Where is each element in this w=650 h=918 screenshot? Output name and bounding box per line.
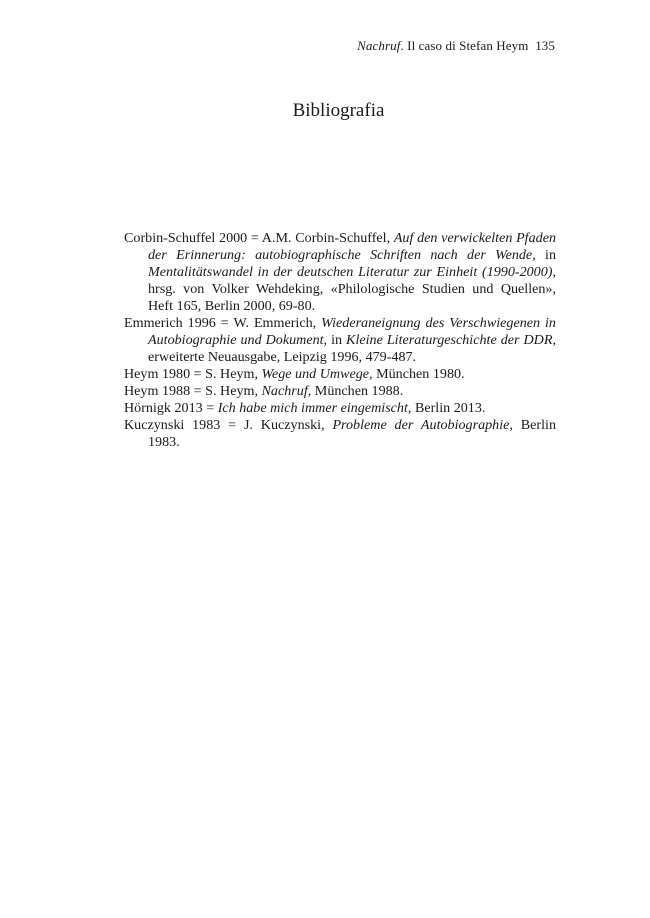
page-number: 135 — [535, 38, 555, 53]
entry-author: Heym 1980 = S. Heym, — [124, 366, 262, 382]
entry-author: Heym 1988 = S. Heym, — [124, 383, 262, 399]
entry-title: Auf den verwickelten Pfaden der Erinnerung: autobiographische Schriften nach der Wende — [148, 230, 556, 263]
entry-author: Kuczynski 1983 = J. Kuczynski, — [124, 417, 333, 433]
bibliography-entry — [124, 383, 556, 400]
entry-publication: , München 1988. — [307, 383, 404, 399]
running-head-title-italic: Nachruf — [357, 38, 401, 53]
bibliography-entry — [124, 366, 556, 383]
entry-container-title: Kleine Literaturgeschichte der DDR — [346, 332, 553, 348]
entry-connector: , in — [323, 332, 347, 348]
entry-title: Probleme der Autobiographie — [332, 417, 510, 433]
entry-publication: , erweiterte Neuausgabe, Leipzig 1996, 479-487. — [148, 332, 556, 365]
bibliography-entry — [124, 400, 556, 417]
bibliography-entry — [124, 417, 556, 451]
entry-publication: , München 1980. — [369, 366, 465, 382]
entry-author: Corbin-Schuffel 2000 = A.M. Corbin-Schuffel, — [124, 230, 394, 246]
entry-container-title: Mentalitätswandel in der deutschen Literatur zur Einheit (1990-2000) — [148, 264, 553, 280]
entry-publication: , Berlin 1983. — [148, 417, 556, 450]
entry-connector: , in — [532, 247, 556, 263]
running-head — [357, 38, 555, 54]
entry-title: Ich habe mich immer eingemischt — [217, 400, 408, 416]
entry-publication: , hrsg. von Volker Wehdeking, «Philologische Studien und Quellen», Heft 165, Berlin 2000, 69-80. — [148, 264, 556, 314]
entry-author: Emmerich 1996 = W. Emmerich, — [124, 315, 322, 331]
entry-title: Nachruf — [261, 383, 308, 399]
entry-publication: , Berlin 2013. — [407, 400, 486, 416]
entry-author: Hörnigk 2013 = — [124, 400, 218, 416]
section-heading: Bibliografia — [292, 100, 385, 121]
running-head-title-rest: . Il caso di Stefan Heym — [400, 38, 529, 53]
bibliography-entry — [124, 230, 556, 315]
entry-title: Wege und Umwege — [261, 366, 370, 382]
bibliography-list — [124, 230, 556, 451]
bibliography-entry — [124, 315, 556, 366]
entry-title: Wiederaneignung des Verschwiegenen in Autobiographie und Dokument — [148, 315, 556, 348]
